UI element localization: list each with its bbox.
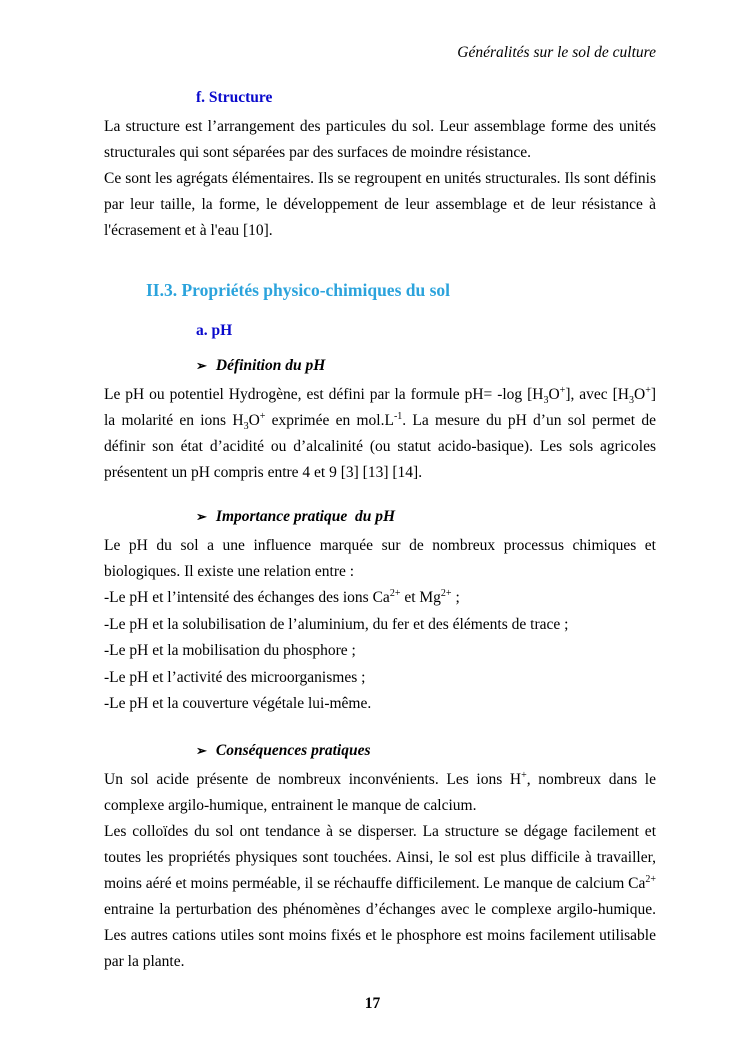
list-item-solubilisation: -Le pH et la solubilisation de l’aluminium, du fer et des éléments de trace ;: [104, 615, 569, 633]
running-header: [0, 0, 745, 62]
subheading-importance-ph: [196, 507, 656, 526]
list-item-activite-microorganismes: -Le pH et l’activité des microorganismes ;: [104, 668, 366, 686]
running-header-text: Généralités sur le sol de culture: [457, 44, 656, 61]
subheading-importance-ph-label: Importance pratique du pH: [215, 508, 396, 525]
ph-relations-list: [104, 585, 656, 718]
list-item-mobilisation-phosphore: -Le pH et la mobilisation du phosphore ;: [104, 642, 356, 659]
list-item-couverture-vegetale: -Le pH et la couverture végétale lui-même.: [104, 695, 372, 712]
paragraph-structure-2: Ce sont les agrégats élémentaires. Ils se regroupent en unités structurales. Ils sont définis par leur taille, la forme, le développement de leur assemblage et de leur résistance à l'écrasement et à l'eau [10].: [104, 170, 656, 239]
paragraph-structure-1: La structure est l’arrangement des particules du sol. Leur assemblage forme des unités structurales qui sont séparées par des surfaces de moindre résistance.: [104, 118, 656, 161]
subheading-consequences-label: Conséquences pratiques: [215, 741, 371, 759]
paragraph-consequences-2: Les colloïdes du sol ont tendance à se disperser. La structure se dégage facilement et toutes les propriétés physiques sont touchées. Ainsi, le sol est plus difficile à travailler, moins aéré et moins perméable, il se réchauffe difficilement. Le manque de calcium $Ca^{2+}$ entraine la perturbation des phénomènes d’échanges avec le complexe argilo-humique. Les autres cations utiles sont moins fixés et le phosphore est moins facilement utilisable par la plante.: [104, 822, 656, 970]
page-number: 17: [364, 995, 381, 1012]
heading-section-physico-chimiques: II.3. Propriétés physico-chimiques du sol: [146, 280, 451, 300]
page-content: [0, 89, 745, 975]
arrow-bullet-icon: ➢: [196, 358, 207, 373]
subheading-definition-ph-label: Définition du pH: [215, 357, 326, 374]
list-item-echanges-ions: -Le pH et l’intensité des échanges des ions $Ca^{2+}$ et $Mg^{2+}$ ;: [104, 587, 460, 606]
paragraph-ph-definition: Le pH ou potentiel Hydrogène, est défini par la formule pH= -log $[H_3O^+]$, avec $[H_3O^+]$ la molarité en ions $H_3O^+$ exprimée en $mol.L^{-1}$. La mesure du pH d’un sol permet de définir son état d’acidité ou d’alcalinité (ou statut acido-basique). Les sols agricoles présentent un pH compris entre 4 et 9 [3] [13] [14].: [104, 384, 657, 481]
paragraph-ph-importance-intro: Le pH du sol a une influence marquée sur de nombreux processus chimiques et biologiques. Il existe une relation entre :: [104, 537, 656, 580]
arrow-bullet-icon: ➢: [196, 742, 207, 758]
heading-ph: a. pH: [196, 322, 233, 339]
subheading-definition-ph: [196, 356, 656, 375]
arrow-bullet-icon: ➢: [196, 509, 207, 524]
paragraph-consequences-1: Un sol acide présente de nombreux inconvénients. Les ions H+, nombreux dans le complexe argilo-humique, entrainent le manque de calcium.: [104, 769, 656, 814]
subheading-consequences: [196, 741, 656, 760]
heading-structure: f. Structure: [196, 89, 273, 106]
